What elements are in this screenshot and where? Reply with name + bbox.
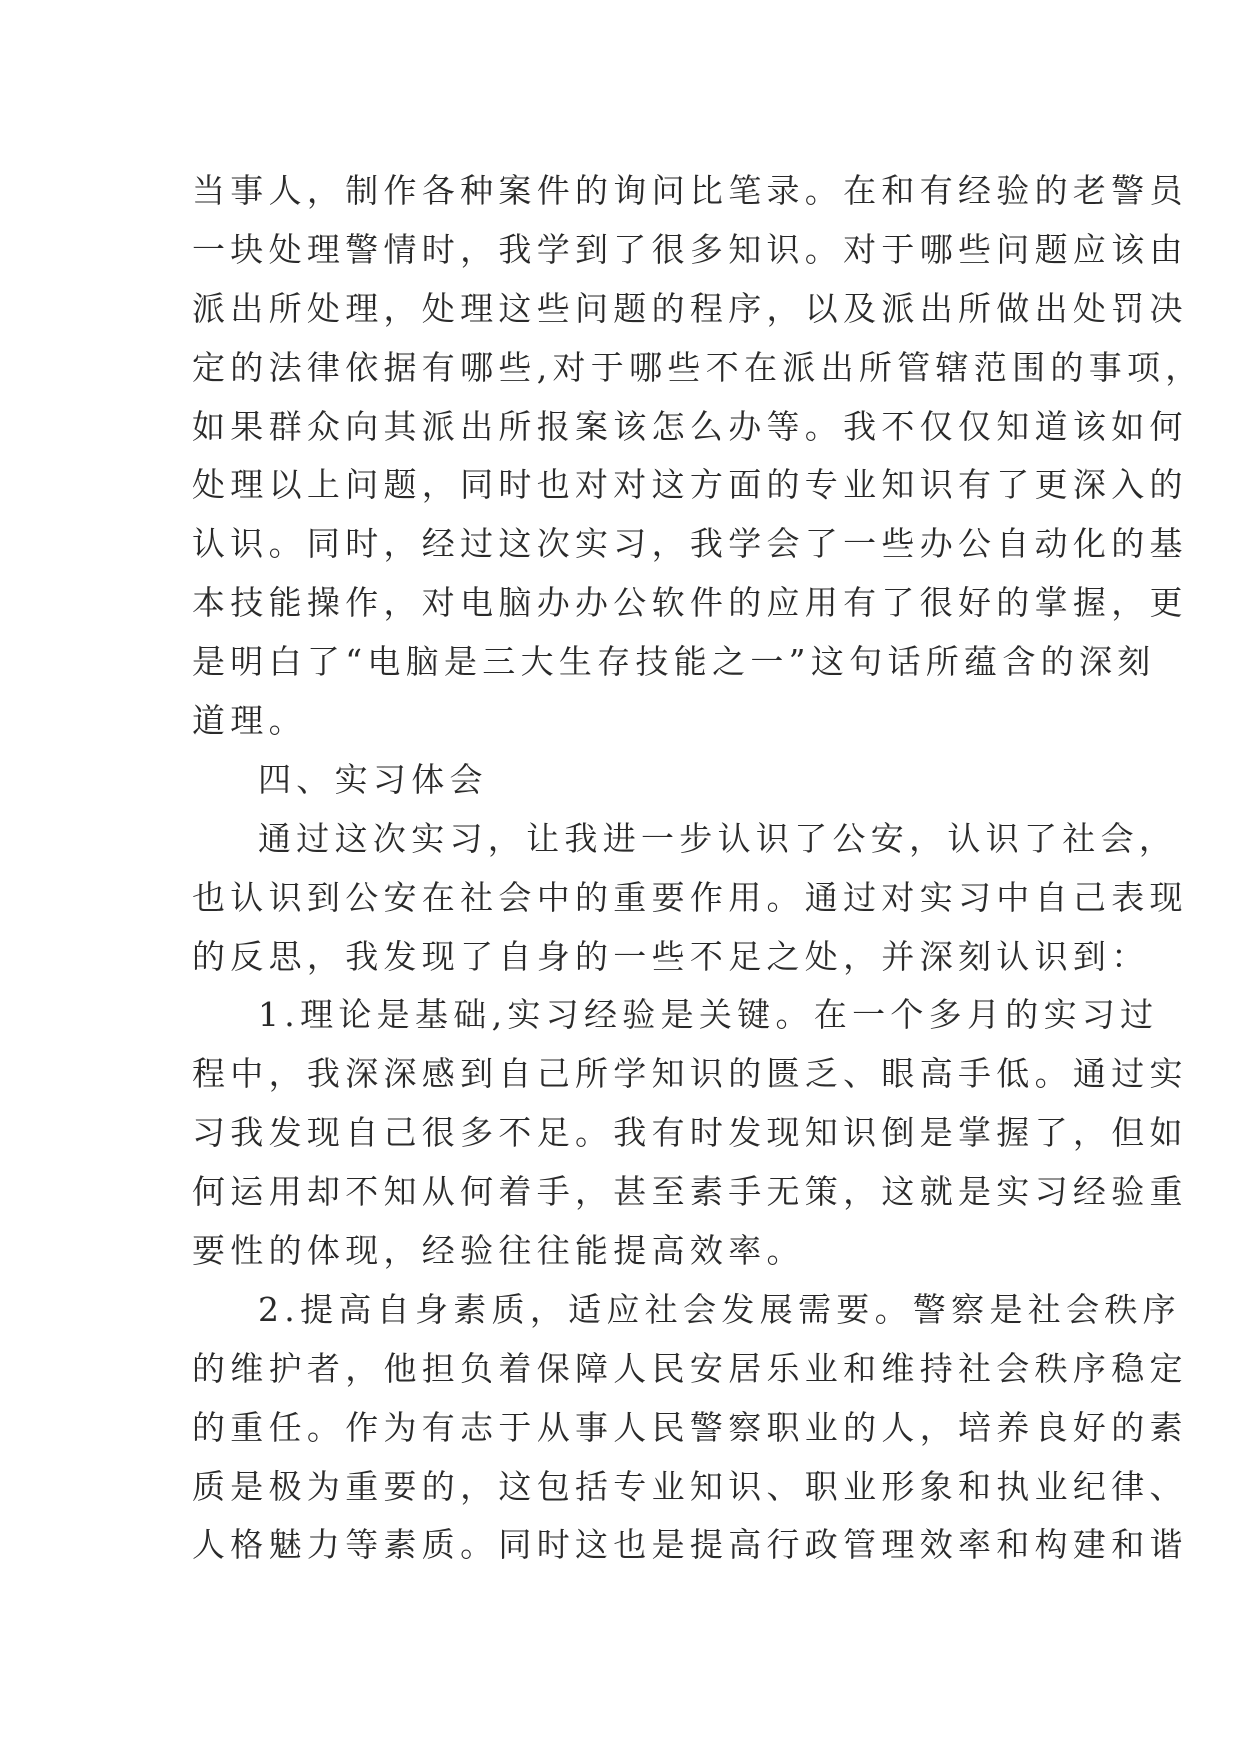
text-line: 的维护者，他担负着保障人民安居乐业和维持社会秩序稳定 [192, 1348, 1188, 1388]
numbered-item-1: 1.理论是基础,实习经验是关键。在一个多月的实习过 [258, 995, 1159, 1035]
text-line: 的重任。作为有志于从事人民警察职业的人，培养良好的素 [192, 1407, 1188, 1447]
text-line: 当事人，制作各种案件的询问比笔录。在和有经验的老警员 [192, 171, 1188, 210]
text-line: 是明白了“电脑是三大生存技能之一”这句话所蕴含的深刻 [192, 642, 1156, 682]
text-line: 人格魅力等素质。同时这也是提高行政管理效率和构建和谐 [192, 1525, 1188, 1565]
text-line: 也认识到公安在社会中的重要作用。通过对实习中自己表现 [192, 877, 1188, 917]
text-line: 质是极为重要的，这包括专业知识、职业形象和执业纪律、 [192, 1466, 1188, 1506]
text-line: 如果群众向其派出所报案该怎么办等。我不仅仅知道该如何 [192, 406, 1188, 446]
text-line: 派出所处理，处理这些问题的程序，以及派出所做出处罚决 [192, 288, 1188, 328]
text-line: 习我发现自己很多不足。我有时发现知识倒是掌握了，但如 [192, 1113, 1188, 1153]
text-line: 何运用却不知从何着手，甚至素手无策，这就是实习经验重 [192, 1172, 1188, 1212]
text-line: 处理以上问题，同时也对对这方面的专业知识有了更深入的 [192, 465, 1188, 505]
text-line: 一块处理警情时，我学到了很多知识。对于哪些问题应该由 [192, 229, 1188, 269]
numbered-item-2: 2.提高自身素质，适应社会发展需要。警察是社会秩序 [258, 1289, 1181, 1329]
document-body [192, 162, 1204, 1575]
text-line: 本技能操作，对电脑办办公软件的应用有了很好的掌握，更 [192, 583, 1188, 623]
text-line: 要性的体现，经验往往能提高效率。 [192, 1231, 805, 1271]
section-heading: 四、实习体会 [258, 759, 488, 799]
text-line: 的反思，我发现了自身的一些不足之处，并深刻认识到： [192, 936, 1150, 976]
text-line: 认识。同时，经过这次实习，我学会了一些办公自动化的基 [192, 524, 1188, 564]
text-line: 道理。 [192, 701, 307, 741]
text-line: 程中，我深深感到自己所学知识的匮乏、眼高手低。通过实 [192, 1054, 1188, 1094]
text-line: 通过这次实习，让我进一步认识了公安，认识了社会， [258, 818, 1178, 858]
text-line: 定的法律依据有哪些,对于哪些不在派出所管辖范围的事项， [192, 347, 1204, 387]
